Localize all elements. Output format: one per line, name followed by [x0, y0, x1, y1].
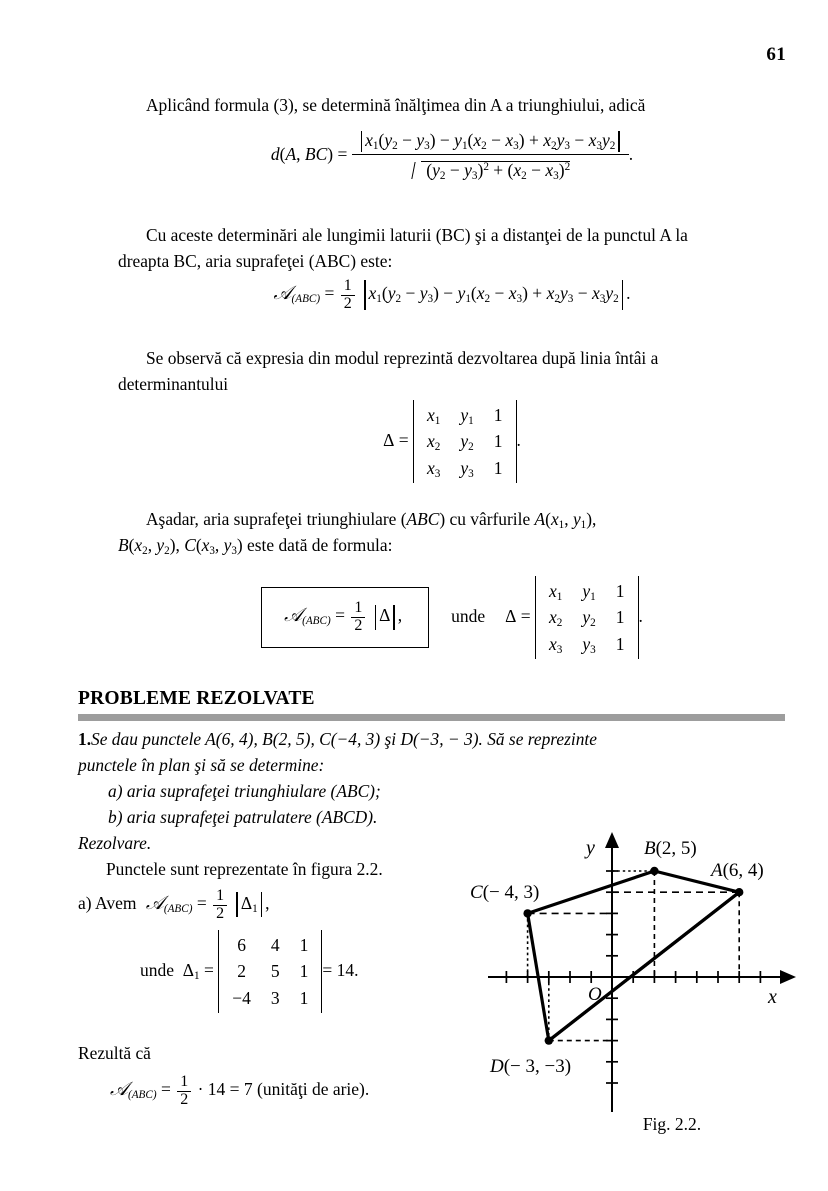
point-d — [545, 1036, 553, 1044]
formula-boxed-area-row: 𝒜$_{(ABC)}$ = $\frac{1}{2}$ Δ , unde Δ = $x_1$ $y_1$ 1 $x_2$ $y_2$ 1 $x_3$ $y_3$ 1 . — [118, 576, 786, 659]
determinant-matrix: $x_1$ $y_1$ 1 $x_2$ $y_2$ 1 $x_3$ $y_3$ 1 — [413, 400, 517, 483]
paragraph-se-observa-line2: determinantului — [118, 374, 229, 394]
formula-determinant-delta: Δ = $x_1$ $y_1$ 1 $x_2$ $y_2$ 1 $x_3$ $y_3$ 1 . — [118, 400, 786, 483]
determinant-matrix-numeric: 6 4 1 2 5 1 −4 3 1 — [218, 930, 322, 1013]
problem-item-b: b) aria suprafeţei patrulatere (ABCD). — [108, 807, 378, 827]
text-puncte-figura: Punctele sunt reprezentate în figura 2.2. — [106, 859, 383, 879]
paragraph-aplicand: Aplicând formula (3), se determină înălţimea din A a triunghiului, adică — [146, 95, 646, 115]
point-b — [650, 867, 658, 875]
figure-caption — [468, 1114, 808, 1135]
quadrilateral-abcd — [528, 871, 740, 1041]
point-label-a: A(6, 4) — [711, 860, 764, 881]
formula-area-expanded: 𝒜$_{(ABC)}$ = $\frac{1}{2}$ $x_1(y_2 - y_3) - y_1(x_2 - x_3) + x_2y_3 - x_3y_2$ . — [273, 277, 631, 312]
problem-statement-line1 — [78, 726, 786, 752]
formula-distance: d(A, BC) = $\frac{x_1(y_2 - y_3) - y_1(x_2 - x_3) + x_2y_3 - x_3y_2}{(y_2 - y_3)^2 + (x_2 - x_3)^2}$ . — [270, 130, 634, 183]
point-label-b: B(2, 5) — [644, 838, 697, 859]
paragraph-asadar-line2: $B(x_2$, $y_2$), $C(x_3$, $y_3$) este dată de formula: — [118, 535, 393, 558]
section-heading: PROBLEME REZOLVATE — [78, 688, 315, 709]
problem-number: 1. — [78, 729, 92, 749]
page-number: 61 — [766, 44, 786, 65]
point-a — [735, 888, 743, 896]
figure-2-2 — [468, 822, 808, 1152]
point-label-d: D(− 3, −3) — [490, 1056, 572, 1077]
label-unde-2: unde — [140, 959, 175, 980]
origin-label: O — [588, 984, 602, 1005]
x-axis-arrow — [780, 970, 796, 984]
paragraph-cu-aceste-line1: Cu aceste determinări ale lungimii laturii (BC) şi a distanţei de la punctul A la — [146, 225, 688, 245]
paragraph-cu-aceste-line2: dreapta BC, aria suprafeţei (ABC) este: — [118, 251, 393, 271]
formula-delta-numeric: unde $\Delta_1$ = 6 4 1 2 5 1 −4 3 1 = 14. — [140, 930, 359, 1013]
projection-guides — [528, 871, 740, 1041]
figure-svg — [468, 822, 808, 1122]
text-rezulta: Rezultă că — [78, 1043, 151, 1063]
problem-statement-text1: Se dau punctele A(6, 4), B(2, 5), C(−4, 3) şi D(−3, − 3). Să se reprezinte — [91, 729, 597, 749]
label-rezolvare: Rezolvare. — [78, 833, 152, 853]
paragraph-asadar-line1: Aşadar, aria suprafeţei triunghiulare (ABC) cu vârfurile $A(x_1$, $y_1$), — [146, 509, 597, 532]
paragraph-se-observa-line1: Se observă că expresia din modul reprezintă dezvoltarea după linia întâi a — [146, 348, 659, 368]
y-axis-arrow — [605, 832, 619, 848]
x-axis-label: x — [768, 986, 777, 1008]
diagonal-ad — [549, 892, 739, 1040]
figure-caption-text: Fig. 2.2. — [642, 1114, 702, 1134]
prefix-a-avem: a) Avem — [78, 892, 137, 913]
formula-area-a: a) Avem 𝒜$_{(ABC)}$ = $\frac{1}{2}$ $\Delta_1$ , — [78, 887, 270, 922]
label-unde: unde — [451, 605, 486, 626]
problem-item-a: a) aria suprafeţei triunghiulare (ABC); — [108, 781, 381, 801]
formula-area-result: 𝒜$_{(ABC)}$ = $\frac{1}{2}$ · 14 = 7 (unităţi de arie). — [110, 1073, 370, 1108]
boxed-formula: 𝒜$_{(ABC)}$ = $\frac{1}{2}$ Δ , — [261, 587, 429, 648]
y-axis-label: y — [586, 837, 595, 859]
point-c — [523, 909, 531, 917]
delta-result: = 14. — [322, 959, 359, 980]
section-rule — [78, 714, 785, 721]
determinant-matrix-boxed: $x_1$ $y_1$ 1 $x_2$ $y_2$ 1 $x_3$ $y_3$ 1 — [535, 576, 639, 659]
area-result-rhs: · 14 = 7 (unităţi de arie). — [197, 1078, 370, 1099]
problem-statement-line2: punctele în plan şi să se determine: — [78, 755, 325, 775]
point-label-c: C(− 4, 3) — [470, 882, 540, 903]
